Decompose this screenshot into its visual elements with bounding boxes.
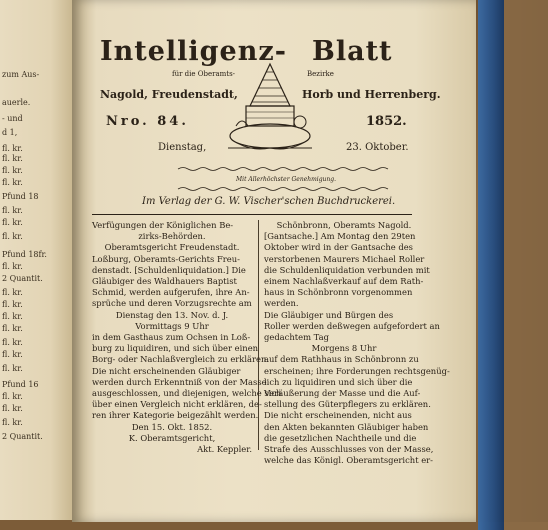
column-line: verstorbenen Maurers Michael Roller [264,253,425,264]
places-left: Nagold, Freudenstadt, [100,88,238,101]
column-line: haus in Schönbronn vorgenommen [264,287,413,298]
left-page-fragment: fl. kr. [2,404,23,413]
page-shadow [472,0,548,522]
issue-date: 23. Oktober. [346,142,409,153]
column-line: die Schuldenliquidation verbunden mit [264,264,430,275]
left-page-fragment: fl. kr. [2,178,23,187]
column-line: K. Oberamtsgericht, [128,432,216,443]
column-line: Veräußerung der Masse und die Auf- [264,388,421,399]
left-page-fragment: fl. kr. [2,288,23,297]
column-line: werden. [264,298,299,309]
column-line: Oberamtsgericht Freudenstadt. [104,242,240,253]
left-page-fragment: fl. kr. [2,392,23,401]
left-page-fragment: fl. kr. [2,166,23,175]
left-page-fragment: Pfund 18fr. [2,250,47,259]
left-page-fragment: - und [2,114,23,123]
column-line: Die nicht erscheinenden Gläubiger [92,365,241,376]
title-right: Blatt [312,36,393,67]
column-line: erscheinen; ihre Forderungen rechtsgenüg- [264,365,450,376]
left-page-fragment: fl. kr. [2,206,23,215]
issue-weekday: Dienstag, [158,142,207,153]
column-line: Strafe des Ausschlusses von der Masse, [264,444,434,455]
left-page-fragment: auerle. [2,98,31,107]
left-page-fragment: fl. kr. [2,312,23,321]
column-line: Oktober wird in der Gantsache des [264,242,413,253]
left-page-fragment: fl. kr. [2,144,23,153]
column-line: Akt. Keppler. [197,444,252,455]
left-page-fragment: fl. kr. [2,232,23,241]
column-line: welche das Königl. Oberamtsgericht er- [264,455,434,466]
left-page-fragment: fl. kr. [2,364,23,373]
column-line: Borg- oder Nachlaßvergleich zu erklären. [92,354,270,365]
left-page [0,0,72,520]
left-page-fragment: fl. kr. [2,262,23,271]
column-line: Verfügungen der Königlichen Be- [92,220,234,230]
left-page-fragment: Pfund 16 [2,380,39,389]
left-page-fragment: zum Aus- [2,70,40,79]
column-line: einem Nachlaßverkauf auf dem Rath- [264,276,424,287]
column-line: werden durch Erkenntniß von der Masse [92,376,267,387]
column-line: Schmid, werden aufgerufen, ihre An- [92,287,250,298]
places-right: Horb und Herrenberg. [302,88,441,101]
left-page-fragment: fl. kr. [2,300,23,309]
column-line: in dem Gasthaus zum Ochsen in Loß- [92,332,251,343]
column-line: Die Gläubiger und Bürgen des [264,309,394,320]
column-line: zirks-Behörden. [138,231,206,242]
issue-number: Nro. 84. [106,114,189,129]
subtitle-left: für die Oberamts- [172,70,236,78]
publisher-imprint: Im Verlag der G. W. Vischer'schen Buchdruckerei. [142,196,396,207]
left-page-fragment: fl. kr. [2,350,23,359]
column-line: auf dem Rathhaus in Schönbronn zu [264,354,419,365]
column-line: Gläubiger des Waldhauers Baptist [92,276,237,287]
beehive-emblem-icon [220,56,320,166]
column-line: die gesetzlichen Nachtheile und die [264,432,417,443]
column-line: Loßburg, Oberamts-Gerichts Freu- [92,253,240,264]
left-page-fragment: fl. kr. [2,218,23,227]
left-page-fragment: fl. kr. [2,338,23,347]
left-page-fragment: 2 Quantit. [2,432,43,441]
column-line: sprüche und deren Vorzugsrechte am [92,298,252,309]
ornamental-rule [178,166,388,172]
privilege-note: Mit Allerhöchster Genehmigung. [236,176,337,183]
left-page-fragment: Pfund 18 [2,192,39,201]
column-line: denstadt. [Schuldenliquidation.] Die [92,264,246,275]
column-line: ausgeschlossen, und diejenigen, welche sich [92,388,282,399]
column-line: Die nicht erscheinenden, nicht aus [264,410,412,421]
column-line: Morgens 8 Uhr [311,343,377,354]
column-right [264,220,450,466]
column-line: Den 15. Okt. 1852. [131,421,213,432]
column-line: Schönbronn, Oberamts Nagold. [276,220,412,230]
left-page-fragment: fl. kr. [2,154,23,163]
column-line: Vormittags 9 Uhr [135,320,209,331]
column-line: den Akten bekannten Gläubiger haben [264,421,429,432]
left-page-fragment: fl. kr. [2,418,23,427]
column-line: ren ihrer Kategorie beigezählt werden. [92,410,259,421]
left-page-fragment: 2 Quantit. [2,274,43,283]
subtitle-right: Bezirke [307,70,334,78]
column-line: lich zu liquidiren und sich über die [264,376,413,387]
column-line: stellung des Güterpflegers zu erklären. [264,399,431,410]
header-divider [92,214,412,215]
column-line: [Gantsache.] Am Montag den 29ten [264,231,416,242]
title-left: Intelligenz- [100,36,287,67]
column-line: Dienstag den 13. Nov. d. J. [115,309,229,320]
column-left [92,220,282,455]
left-page-fragment: d 1, [2,128,18,137]
left-page-fragment: fl. kr. [2,324,23,333]
ornamental-rule-lower [178,186,388,192]
column-divider [258,220,259,450]
column-line: gedachtem Tag [264,332,329,343]
issue-year: 1852. [366,114,407,129]
column-line: burg zu liquidiren, und sich über einen [92,343,259,354]
column-line: Roller werden deßwegen aufgefordert an [264,320,440,331]
column-line: über einen Vergleich nicht erklären, de- [92,399,262,410]
